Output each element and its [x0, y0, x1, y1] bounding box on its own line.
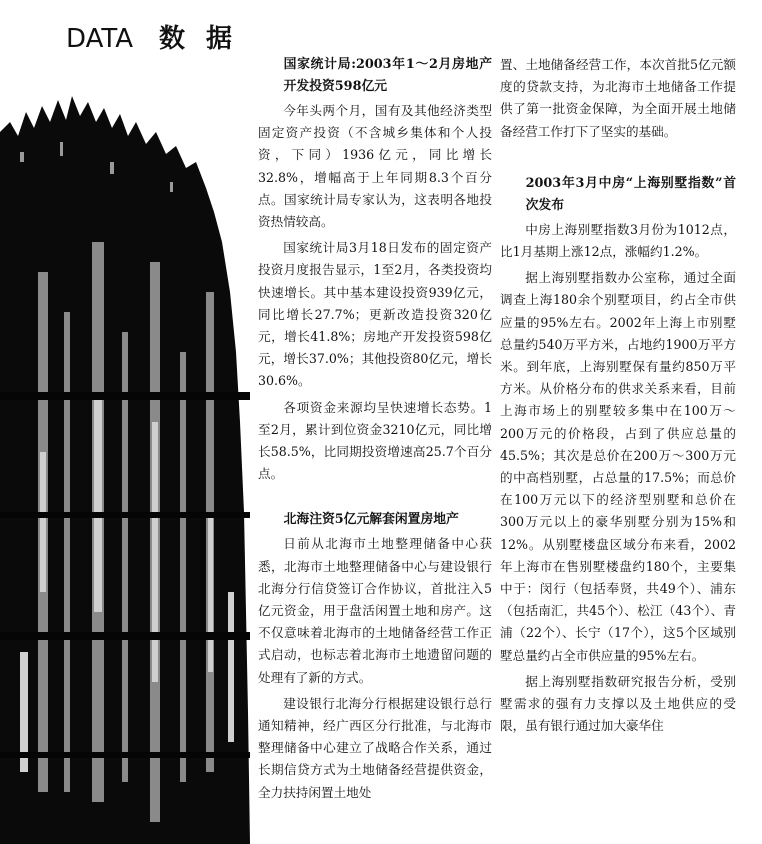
header-zh: 数 据 — [158, 24, 239, 54]
article3-para2: 据上海别墅指数办公室称，通过全面调查上海180余个别墅项目，约占全市供应量的95%左右。2002年上海上市别墅总量约540万平方米，占地约1900万平方米。到年底，上海别墅保有量约850万平方米。从价格分布的供求关系来看，目前上海市场上的别墅较多集中在100万～200万元的价格段，占到了供应总量的45.5%；其次是总价在200万～300万元的中高档别墅，占总量的17.5%；而总价在100万元以下的经济型别墅和总价在300万元以上的豪华别墅分别为15%和12%。从别墅楼盘区域分布来看，2002年上海市在售别墅楼盘约180个，主要集中于：闵行（包括奉贤，共49个）、浦东（包括南汇，共45个）、松江（43个）、青浦（22个）、长宁（17个），这5个区域别墅总量约占全市供应量的95%左右。 — [500, 270, 736, 663]
article3-para3: 据上海别墅指数研究报告分析，受别墅需求的强有力支撑以及土地供应的受限，虽有银行通过加大豪华住 — [500, 673, 736, 734]
article2-para2: 建设银行北海分行根据建设银行总行通知精神，经广西区分行批准，与北海市整理储备中心建立了战略合作关系，通过长期信贷方式为土地储备经营提供资金，全力扶持闲置土地处 — [258, 695, 492, 800]
article1-para3: 各项资金来源均呈快速增长态势。1至2月，累计到位资金3210亿元，同比增长58.5%，比同期投资增速高25.7个百分点。 — [258, 399, 492, 482]
article2-title: 北海注资5亿元解套闲置房地产 — [283, 512, 459, 528]
article2-continuation: 置、土地储备经营工作，本次首批5亿元额度的贷款支持，为北海市土地储备工作提供了第一批资金保障，为全面开展土地储备经营工作打下了坚实的基础。 — [500, 57, 736, 139]
header-en: DATA — [66, 24, 133, 54]
article3-para1: 中房上海别墅指数3月份为1012点，比1月基期上涨12点，涨幅约1.2%。 — [500, 221, 736, 260]
column-left — [258, 54, 492, 808]
article2-para1: 日前从北海市土地整理储备中心获悉，北海市土地整理储备中心与建设银行北海分行信贷签订合作协议，首批注入5亿元资金，用于盘活闲置土地和房产。这不仅意味着北海市的土地储备经营工作正式启动，也标志着北海市土地遗留问题的处理有了新的方式。 — [258, 536, 492, 685]
article3-title: 2003年3月中房“上海别墅指数”首次发布 — [525, 175, 736, 213]
article1-para1: 今年头两个月，国有及其他经济类型固定资产投资（不含城乡集体和个人投资，下同）1936亿元，同比增长32.8%，增幅高于上年同期8.3个百分点。国家统计局专家认为，这表明各地投资热情较高。 — [258, 103, 492, 230]
page-header — [66, 18, 238, 55]
article1-title: 国家统计局:2003年1～2月房地产开发投资598亿元 — [283, 57, 492, 94]
column-right — [500, 54, 736, 741]
article1-para2: 国家统计局3月18日发布的固定资产投资月度报告显示，1至2月，各类投资均快速增长。其中基本建设投资939亿元，同比增长27.7%；更新改造投资320亿元，增长41.8%；房地产开发投资598亿元，增长37.0%；其他投资80亿元，增长30.6%。 — [258, 240, 492, 389]
building-photo — [0, 92, 250, 844]
